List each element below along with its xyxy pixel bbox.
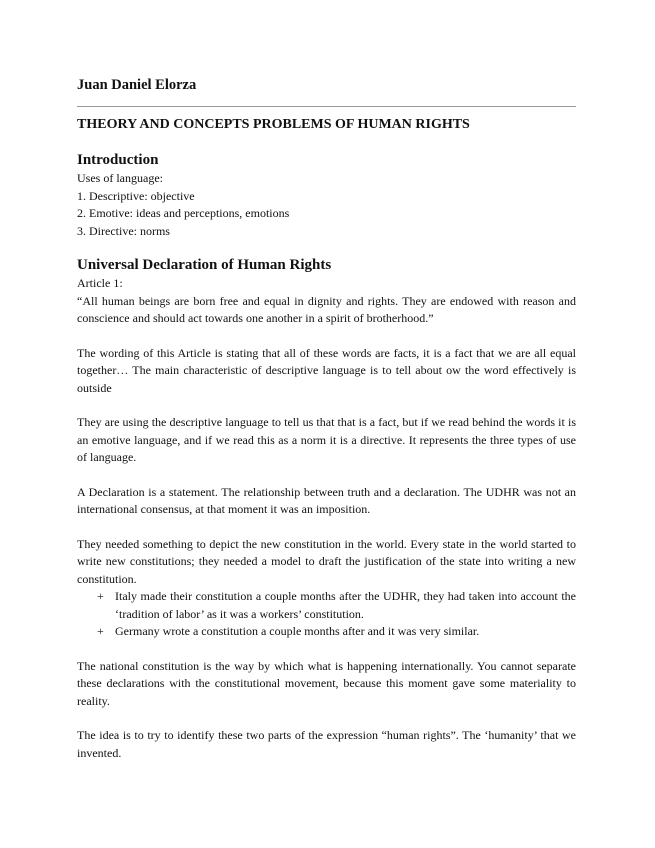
intro-line: 1. Descriptive: objective [77, 188, 195, 203]
document-title: THEORY AND CONCEPTS PROBLEMS OF HUMAN RIGHTS [77, 117, 470, 132]
body-paragraph: The idea is to try to identify these two parts of the expression “human rights”. The ‘humanity’ that we invented. [77, 728, 576, 760]
bullet-text: Italy made their constitution a couple months after the UDHR, they had taken into account the ‘tradition of labor’ as it was a workers’ constitution. [115, 589, 576, 621]
intro-line: 3. Directive: norms [77, 223, 170, 238]
header-divider [77, 106, 576, 107]
body-paragraph: A Declaration is a statement. The relationship between truth and a declaration. The UDHR was not an international consensus, at that moment it was an imposition. [77, 484, 576, 516]
bullet-item [77, 588, 576, 623]
bullet-text: Germany wrote a constitution a couple months after and it was very similar. [115, 624, 480, 638]
bullet-item [77, 623, 576, 641]
intro-line: Uses of language: [77, 171, 163, 185]
article-label: Article 1: [77, 276, 123, 290]
body-paragraph: The national constitution is the way by which what is happening internationally. You cannot separate these declarations with the constitutional movement, because this moment gave some materiality to reality. [77, 658, 576, 708]
author-name: Juan Daniel Elorza [77, 77, 197, 93]
intro-line: 2. Emotive: ideas and perceptions, emotions [77, 206, 290, 220]
bullet-list [77, 588, 576, 641]
body-paragraph: They are using the descriptive language to tell us that that is a fact, but if we read behind the words it is an emotive language, and if we read this as a norm it is a directive. It represents the three types of use of language. [77, 415, 576, 464]
body-paragraph: They needed something to depict the new constitution in the world. Every state in the world started to write new constitutions; they needed a model to draft the justification of the state into writing a new constitution. [77, 536, 576, 586]
body-paragraph: The wording of this Article is stating that all of these words are facts, it is a fact that we are all equal together… The main characteristic of descriptive language is to tell about ow the word effectively is outside [77, 345, 576, 395]
article-quote: “All human beings are born free and equal in dignity and rights. They are endowed with reason and conscience and should act towards one another in a spirit of brotherhood.” [77, 293, 576, 325]
document-page [77, 76, 576, 762]
udhr-heading: Universal Declaration of Human Rights [77, 257, 332, 273]
introduction-heading: Introduction [77, 152, 159, 168]
plus-bullet-icon: + [97, 624, 104, 638]
plus-bullet-icon: + [97, 589, 104, 603]
